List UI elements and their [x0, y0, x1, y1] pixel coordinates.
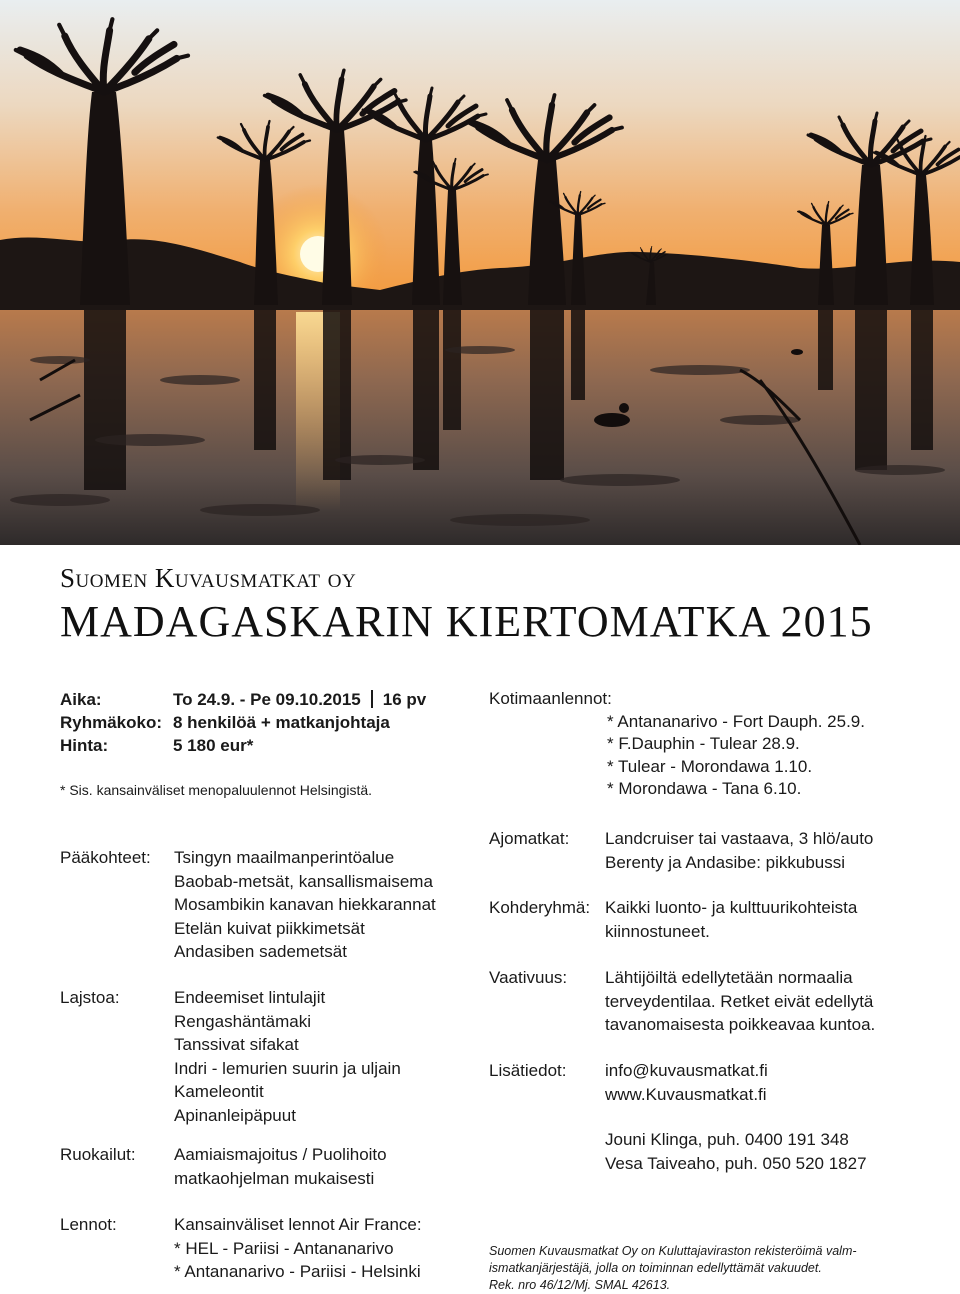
- date-range: To 24.9. - Pe 09.10.2015: [173, 690, 361, 709]
- section-label: Pääkohteet:: [60, 848, 151, 867]
- section-values: [605, 1059, 768, 1106]
- website-link[interactable]: www.Kuvausmatkat.fi: [605, 1084, 767, 1104]
- list-item: Kaikki luonto- ja kulttuurikohteista: [605, 898, 858, 917]
- list-item: Mosambikin kanavan hiekkarannat: [174, 895, 436, 914]
- list-item: Apinanleipäpuut: [174, 1105, 296, 1125]
- contact-list: [605, 1128, 867, 1175]
- contact-item: Jouni Klinga, puh. 0400 191 348: [605, 1130, 849, 1149]
- section-values: [605, 896, 857, 943]
- list-item: Kameleontit: [174, 1082, 264, 1101]
- section-ajomatkat: [489, 827, 873, 874]
- section-values: [174, 846, 436, 964]
- fact-label: Aika:: [60, 690, 102, 709]
- section-label: Vaativuus:: [489, 968, 568, 987]
- section-lisatiedot: [489, 1059, 768, 1106]
- fact-label: Hinta:: [60, 736, 109, 755]
- fact-value: 8 henkilöä + matkanjohtaja: [173, 713, 390, 732]
- list-item: Berenty ja Andasibe: pikkubussi: [605, 852, 846, 872]
- section-label: Lennot:: [60, 1215, 117, 1234]
- fact-row-aika: [60, 688, 426, 711]
- section-label: Kohderyhmä:: [489, 898, 591, 917]
- section-values: [174, 1143, 387, 1190]
- list-item: Indri - lemurien suurin ja uljain: [174, 1058, 401, 1078]
- fact-row-ryhmakoko: [60, 711, 426, 734]
- section-label: Lajstoa:: [60, 988, 120, 1007]
- list-item: Lähtijöiltä edellytetään normaalia: [605, 968, 853, 987]
- footnote-line: Rek. nro 46/12/Mj. SMAL 42613.: [489, 1278, 671, 1292]
- list-item: Kansainväliset lennot Air France:: [174, 1215, 422, 1234]
- list-item: Aamiaismajoitus / Puolihoito: [174, 1145, 387, 1164]
- page-title: MADAGASKARIN KIERTOMATKA 2015: [60, 597, 873, 646]
- section-paakohteet: [60, 846, 436, 964]
- contacts: [605, 1128, 867, 1175]
- list-item: Rengashäntämaki: [174, 1011, 312, 1031]
- list-item: * Morondawa - Tana 6.10.: [607, 779, 802, 798]
- list-item: Endeemiset lintulajit: [174, 988, 326, 1007]
- section-ruokailut: [60, 1143, 387, 1190]
- footnote-line: ismatkanjärjestäjä, jolla on toiminnan edellyttämät vakuudet.: [489, 1261, 822, 1275]
- list-item: * HEL - Pariisi - Antananarivo: [174, 1238, 394, 1258]
- list-item: * Antananarivo - Fort Dauph. 25.9.: [607, 711, 865, 731]
- contact-item: Vesa Taiveaho, puh. 050 520 1827: [605, 1153, 867, 1173]
- registration-footnote: [489, 1243, 909, 1294]
- section-lajstoa: [60, 986, 401, 1127]
- section-label: Lisätiedot:: [489, 1061, 567, 1080]
- fact-value: 5 180 eur*: [173, 736, 254, 755]
- list-item: matkaohjelman mukaisesti: [174, 1168, 375, 1188]
- list-item: terveydentilaa. Retket eivät edellytä: [605, 991, 874, 1011]
- section-kohderyhma: [489, 896, 857, 943]
- fact-value: [173, 688, 426, 711]
- company-name: Suomen Kuvausmatkat oy: [60, 563, 357, 593]
- domestic-list: [489, 711, 865, 801]
- list-item: Etelän kuivat piikkimetsät: [174, 918, 365, 938]
- list-item: Andasiben sademetsät: [174, 942, 347, 961]
- section-values: [605, 966, 875, 1037]
- list-item: Tsingyn maailmanperintöalue: [174, 848, 395, 867]
- section-values: [174, 986, 401, 1127]
- section-lennot: [60, 1213, 422, 1284]
- list-item: * Antananarivo - Pariisi - Helsinki: [174, 1262, 421, 1281]
- includes-note: * Sis. kansainväliset menopaluulennot Helsingistä.: [60, 782, 373, 798]
- section-label: Ajomatkat:: [489, 829, 570, 848]
- trip-facts: [60, 688, 426, 757]
- baobab-sunset-photo: [0, 0, 960, 545]
- list-item: * F.Dauphin - Tulear 28.9.: [607, 734, 800, 753]
- list-item: Tanssivat sifakat: [174, 1035, 299, 1054]
- hero-photo: [0, 0, 960, 545]
- section-values: [605, 827, 873, 874]
- list-item: * Tulear - Morondawa 1.10.: [607, 756, 813, 776]
- section-label: Ruokailut:: [60, 1145, 136, 1164]
- section-values: [174, 1213, 422, 1284]
- section-vaativuus: [489, 966, 875, 1037]
- list-item: kiinnostuneet.: [605, 921, 710, 941]
- domestic-flights: [489, 688, 865, 801]
- separator-bar: [371, 690, 373, 708]
- duration: 16 pv: [382, 690, 427, 709]
- domestic-label: Kotimaanlennot:: [489, 689, 612, 708]
- list-item: Landcruiser tai vastaava, 3 hlö/auto: [605, 829, 874, 848]
- email-link[interactable]: info@kuvausmatkat.fi: [605, 1061, 768, 1080]
- fact-row-hinta: [60, 734, 426, 757]
- footnote-line: Suomen Kuvausmatkat Oy on Kuluttajaviraston rekisteröimä valm-: [489, 1244, 857, 1258]
- list-item: Baobab-metsät, kansallismaisema: [174, 871, 433, 891]
- list-item: tavanomaisesta poikkeavaa kuntoa.: [605, 1015, 876, 1034]
- fact-label: Ryhmäkoko:: [60, 713, 163, 732]
